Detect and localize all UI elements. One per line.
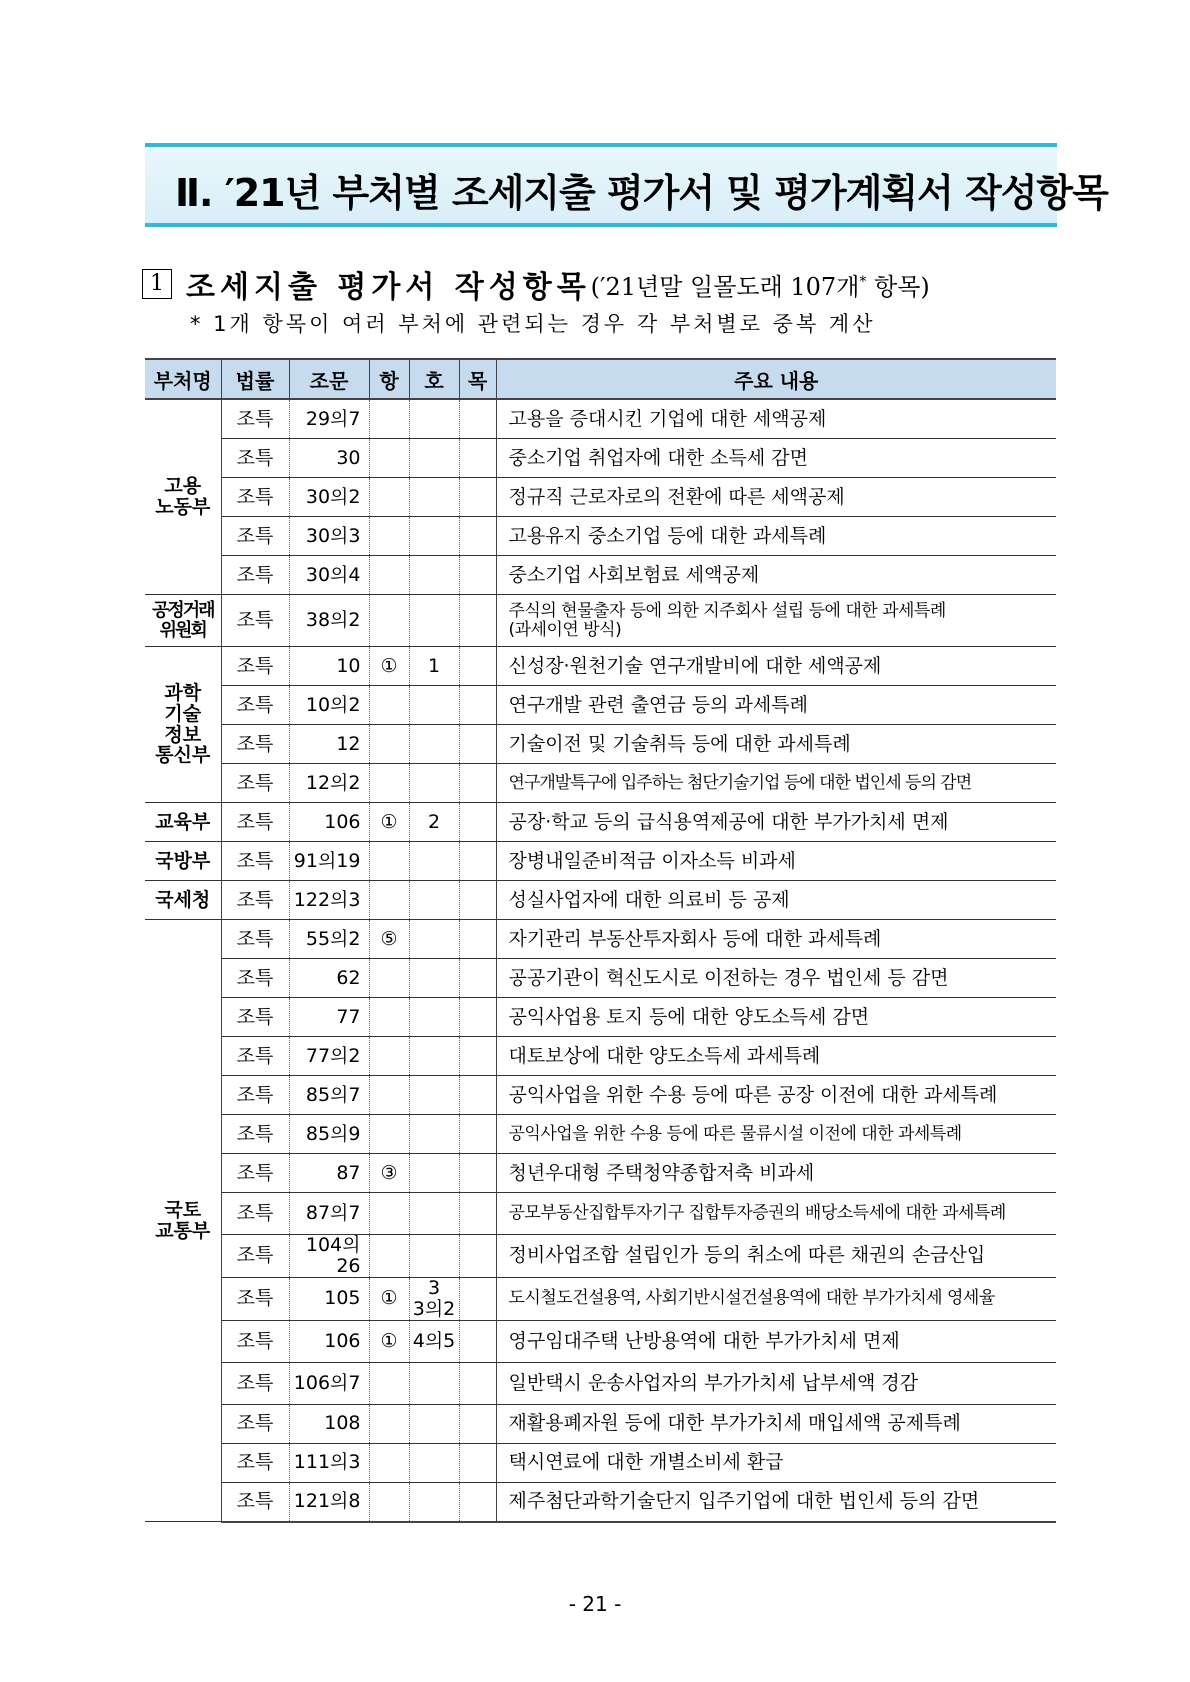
table-row bbox=[145, 595, 1056, 647]
agency-cell: 고용 노동부 bbox=[145, 399, 221, 595]
content-cell: 공공기관이 혁신도시로 이전하는 경우 법인세 등 감면 bbox=[496, 959, 1056, 998]
hang-cell bbox=[369, 1235, 409, 1278]
page-number: - 21 - bbox=[568, 1592, 622, 1616]
article-cell: 12 bbox=[289, 725, 369, 764]
mok-cell bbox=[459, 1037, 496, 1076]
content-cell: 도시철도건설용역, 사회기반시설건설용역에 대한 부가가치세 영세율 bbox=[496, 1277, 1056, 1320]
ho-cell bbox=[409, 1154, 459, 1193]
table-header-row bbox=[145, 359, 1056, 399]
mok-cell bbox=[459, 920, 496, 959]
law-cell: 조특 bbox=[221, 1362, 289, 1404]
hang-cell: ③ bbox=[369, 1154, 409, 1193]
agency-cell: 과학 기술 정보 통신부 bbox=[145, 647, 221, 803]
mok-cell bbox=[459, 1235, 496, 1278]
mok-cell bbox=[459, 1482, 496, 1522]
hang-cell bbox=[369, 1443, 409, 1482]
table-row bbox=[145, 842, 1056, 881]
article-cell: 104의26 bbox=[289, 1235, 369, 1278]
ho-cell bbox=[409, 595, 459, 647]
mok-cell bbox=[459, 517, 496, 556]
table-row bbox=[145, 803, 1056, 842]
ho-cell bbox=[409, 1235, 459, 1278]
header-ho: 호 bbox=[409, 359, 459, 399]
ho-cell bbox=[409, 998, 459, 1037]
article-cell: 30의2 bbox=[289, 478, 369, 517]
law-cell: 조특 bbox=[221, 647, 289, 686]
ho-cell bbox=[409, 556, 459, 595]
hang-cell: ⑤ bbox=[369, 920, 409, 959]
table-body bbox=[145, 399, 1056, 1522]
article-cell: 77 bbox=[289, 998, 369, 1037]
ho-cell bbox=[409, 1482, 459, 1522]
chapter-title: Ⅱ. ′21년 부처별 조세지출 평가서 및 평가계획서 작성항목 bbox=[175, 171, 1108, 215]
mok-cell bbox=[459, 842, 496, 881]
agency-cell: 국방부 bbox=[145, 842, 221, 881]
article-cell: 87 bbox=[289, 1154, 369, 1193]
section-note-prefix: (′21년말 일몰도래 107개 bbox=[590, 272, 860, 301]
mok-cell bbox=[459, 725, 496, 764]
header-article: 조문 bbox=[289, 359, 369, 399]
mok-cell bbox=[459, 1154, 496, 1193]
law-cell: 조특 bbox=[221, 517, 289, 556]
ho-cell: 4의5 bbox=[409, 1320, 459, 1362]
mok-cell bbox=[459, 478, 496, 517]
law-cell: 조특 bbox=[221, 1037, 289, 1076]
hang-cell bbox=[369, 959, 409, 998]
hang-cell bbox=[369, 1037, 409, 1076]
mok-cell bbox=[459, 803, 496, 842]
hang-cell bbox=[369, 556, 409, 595]
table-row bbox=[145, 439, 1056, 478]
article-cell: 85의7 bbox=[289, 1076, 369, 1115]
law-cell: 조특 bbox=[221, 556, 289, 595]
table-row bbox=[145, 725, 1056, 764]
header-content: 주요 내용 bbox=[496, 359, 1056, 399]
content-cell: 정비사업조합 설립인가 등의 취소에 따른 채권의 손금산입 bbox=[496, 1235, 1056, 1278]
law-cell: 조특 bbox=[221, 803, 289, 842]
table-row bbox=[145, 764, 1056, 803]
hang-cell: ① bbox=[369, 1277, 409, 1320]
article-cell: 77의2 bbox=[289, 1037, 369, 1076]
hang-cell bbox=[369, 1076, 409, 1115]
law-cell: 조특 bbox=[221, 399, 289, 439]
hang-cell bbox=[369, 764, 409, 803]
table-row bbox=[145, 1277, 1056, 1320]
mok-cell bbox=[459, 1193, 496, 1235]
table-row bbox=[145, 1320, 1056, 1362]
table-row bbox=[145, 686, 1056, 725]
agency-cell: 공정거래 위원회 bbox=[145, 595, 221, 647]
article-cell: 106의7 bbox=[289, 1362, 369, 1404]
content-cell: 공장·학교 등의 급식용역제공에 대한 부가가치세 면제 bbox=[496, 803, 1056, 842]
article-cell: 55의2 bbox=[289, 920, 369, 959]
chapter-header bbox=[145, 143, 1108, 227]
law-cell: 조특 bbox=[221, 998, 289, 1037]
table-row bbox=[145, 399, 1056, 439]
ho-cell bbox=[409, 842, 459, 881]
mok-cell bbox=[459, 1443, 496, 1482]
hang-cell: ① bbox=[369, 1320, 409, 1362]
hang-cell bbox=[369, 399, 409, 439]
table-row bbox=[145, 1115, 1056, 1154]
hang-cell bbox=[369, 1193, 409, 1235]
hang-cell bbox=[369, 595, 409, 647]
ho-cell bbox=[409, 959, 459, 998]
mok-cell bbox=[459, 1404, 496, 1443]
table-row bbox=[145, 1443, 1056, 1482]
law-cell: 조특 bbox=[221, 439, 289, 478]
content-cell: 공익사업을 위한 수용 등에 따른 공장 이전에 대한 과세특례 bbox=[496, 1076, 1056, 1115]
section-note-star: * bbox=[859, 273, 867, 290]
ho-cell bbox=[409, 881, 459, 920]
content-cell: 청년우대형 주택청약종합저축 비과세 bbox=[496, 1154, 1056, 1193]
table-row bbox=[145, 1076, 1056, 1115]
table-row bbox=[145, 1482, 1056, 1522]
footnote: * 1개 항목이 여러 부처에 관련되는 경우 각 부처별로 중복 계산 bbox=[190, 312, 876, 336]
hang-cell bbox=[369, 725, 409, 764]
law-cell: 조특 bbox=[221, 842, 289, 881]
mok-cell bbox=[459, 959, 496, 998]
article-cell: 30의3 bbox=[289, 517, 369, 556]
content-cell: 주식의 현물출자 등에 의한 지주회사 설립 등에 대한 과세특례 (과세이연 방식) bbox=[496, 595, 1056, 647]
table-row bbox=[145, 1037, 1056, 1076]
content-cell: 신성장·원천기술 연구개발비에 대한 세액공제 bbox=[496, 647, 1056, 686]
ho-cell bbox=[409, 686, 459, 725]
content-cell: 일반택시 운송사업자의 부가가치세 납부세액 경감 bbox=[496, 1362, 1056, 1404]
mok-cell bbox=[459, 1115, 496, 1154]
hang-cell bbox=[369, 998, 409, 1037]
header-law: 법률 bbox=[221, 359, 289, 399]
content-cell: 중소기업 사회보험료 세액공제 bbox=[496, 556, 1056, 595]
section-number: 1 bbox=[142, 269, 172, 299]
ho-cell bbox=[409, 1362, 459, 1404]
ho-cell: 3 3의2 bbox=[409, 1277, 459, 1320]
content-cell: 연구개발 관련 출연금 등의 과세특례 bbox=[496, 686, 1056, 725]
article-cell: 10 bbox=[289, 647, 369, 686]
law-cell: 조특 bbox=[221, 1115, 289, 1154]
mok-cell bbox=[459, 764, 496, 803]
mok-cell bbox=[459, 595, 496, 647]
law-cell: 조특 bbox=[221, 959, 289, 998]
ho-cell bbox=[409, 1443, 459, 1482]
law-cell: 조특 bbox=[221, 595, 289, 647]
table-row bbox=[145, 1154, 1056, 1193]
law-cell: 조특 bbox=[221, 1154, 289, 1193]
article-cell: 91의19 bbox=[289, 842, 369, 881]
header-agency: 부처명 bbox=[145, 359, 221, 399]
mok-cell bbox=[459, 998, 496, 1037]
hang-cell bbox=[369, 1482, 409, 1522]
ho-cell bbox=[409, 439, 459, 478]
article-cell: 12의2 bbox=[289, 764, 369, 803]
content-cell: 제주첨단과학기술단지 입주기업에 대한 법인세 등의 감면 bbox=[496, 1482, 1056, 1522]
law-cell: 조특 bbox=[221, 686, 289, 725]
header-mok: 목 bbox=[459, 359, 496, 399]
agency-cell: 교육부 bbox=[145, 803, 221, 842]
hang-cell bbox=[369, 1404, 409, 1443]
mok-cell bbox=[459, 1277, 496, 1320]
table-row bbox=[145, 556, 1056, 595]
article-cell: 30 bbox=[289, 439, 369, 478]
content-cell: 택시연료에 대한 개별소비세 환급 bbox=[496, 1443, 1056, 1482]
article-cell: 85의9 bbox=[289, 1115, 369, 1154]
table-row bbox=[145, 920, 1056, 959]
law-cell: 조특 bbox=[221, 764, 289, 803]
law-cell: 조특 bbox=[221, 1320, 289, 1362]
table-row bbox=[145, 1404, 1056, 1443]
mok-cell bbox=[459, 686, 496, 725]
table-row bbox=[145, 998, 1056, 1037]
table-row bbox=[145, 1193, 1056, 1235]
mok-cell bbox=[459, 399, 496, 439]
article-cell: 111의3 bbox=[289, 1443, 369, 1482]
article-cell: 105 bbox=[289, 1277, 369, 1320]
law-cell: 조특 bbox=[221, 1193, 289, 1235]
mok-cell bbox=[459, 1362, 496, 1404]
law-cell: 조특 bbox=[221, 1443, 289, 1482]
content-cell: 재활용폐자원 등에 대한 부가가치세 매입세액 공제특례 bbox=[496, 1404, 1056, 1443]
article-cell: 108 bbox=[289, 1404, 369, 1443]
mok-cell bbox=[459, 1076, 496, 1115]
content-cell: 영구임대주택 난방용역에 대한 부가가치세 면제 bbox=[496, 1320, 1056, 1362]
law-cell: 조특 bbox=[221, 478, 289, 517]
ho-cell bbox=[409, 1404, 459, 1443]
content-cell: 고용을 증대시킨 기업에 대한 세액공제 bbox=[496, 399, 1056, 439]
mok-cell bbox=[459, 881, 496, 920]
table-row bbox=[145, 959, 1056, 998]
hang-cell bbox=[369, 1115, 409, 1154]
ho-cell bbox=[409, 1037, 459, 1076]
section-title: 조세지출 평가서 작성항목 bbox=[186, 270, 591, 305]
hang-cell bbox=[369, 842, 409, 881]
article-cell: 62 bbox=[289, 959, 369, 998]
content-cell: 공모부동산집합투자기구 집합투자증권의 배당소득세에 대한 과세특례 bbox=[496, 1193, 1056, 1235]
table-row bbox=[145, 647, 1056, 686]
ho-cell bbox=[409, 399, 459, 439]
law-cell: 조특 bbox=[221, 1235, 289, 1278]
article-cell: 121의8 bbox=[289, 1482, 369, 1522]
ho-cell bbox=[409, 1193, 459, 1235]
law-cell: 조특 bbox=[221, 1277, 289, 1320]
content-cell: 성실사업자에 대한 의료비 등 공제 bbox=[496, 881, 1056, 920]
hang-cell bbox=[369, 478, 409, 517]
hang-cell bbox=[369, 439, 409, 478]
ho-cell: 1 bbox=[409, 647, 459, 686]
table-row bbox=[145, 478, 1056, 517]
table-row bbox=[145, 881, 1056, 920]
ho-cell bbox=[409, 920, 459, 959]
ho-cell bbox=[409, 725, 459, 764]
article-cell: 106 bbox=[289, 803, 369, 842]
content-cell: 공익사업을 위한 수용 등에 따른 물류시설 이전에 대한 과세특례 bbox=[496, 1115, 1056, 1154]
content-cell: 기술이전 및 기술취득 등에 대한 과세특례 bbox=[496, 725, 1056, 764]
article-cell: 106 bbox=[289, 1320, 369, 1362]
section-note bbox=[591, 273, 930, 301]
article-cell: 38의2 bbox=[289, 595, 369, 647]
article-cell: 10의2 bbox=[289, 686, 369, 725]
header-hang: 항 bbox=[369, 359, 409, 399]
ho-cell bbox=[409, 764, 459, 803]
content-cell: 정규직 근로자로의 전환에 따른 세액공제 bbox=[496, 478, 1056, 517]
hang-cell: ① bbox=[369, 647, 409, 686]
law-cell: 조특 bbox=[221, 1076, 289, 1115]
content-cell: 공익사업용 토지 등에 대한 양도소득세 감면 bbox=[496, 998, 1056, 1037]
article-cell: 30의4 bbox=[289, 556, 369, 595]
content-cell: 대토보상에 대한 양도소득세 과세특례 bbox=[496, 1037, 1056, 1076]
law-cell: 조특 bbox=[221, 1404, 289, 1443]
table-row bbox=[145, 517, 1056, 556]
mok-cell bbox=[459, 647, 496, 686]
law-cell: 조특 bbox=[221, 1482, 289, 1522]
agency-cell: 국토 교통부 bbox=[145, 920, 221, 1522]
hang-cell: ① bbox=[369, 803, 409, 842]
mok-cell bbox=[459, 556, 496, 595]
table-row bbox=[145, 1362, 1056, 1404]
ho-cell bbox=[409, 478, 459, 517]
law-cell: 조특 bbox=[221, 725, 289, 764]
hang-cell bbox=[369, 1362, 409, 1404]
law-cell: 조특 bbox=[221, 920, 289, 959]
law-cell: 조특 bbox=[221, 881, 289, 920]
article-cell: 122의3 bbox=[289, 881, 369, 920]
content-cell: 연구개발특구에 입주하는 첨단기술기업 등에 대한 법인세 등의 감면 bbox=[496, 764, 1056, 803]
content-cell: 고용유지 중소기업 등에 대한 과세특례 bbox=[496, 517, 1056, 556]
mok-cell bbox=[459, 1320, 496, 1362]
hang-cell bbox=[369, 686, 409, 725]
content-cell: 자기관리 부동산투자회사 등에 대한 과세특례 bbox=[496, 920, 1056, 959]
ho-cell bbox=[409, 517, 459, 556]
content-cell: 중소기업 취업자에 대한 소득세 감면 bbox=[496, 439, 1056, 478]
hang-cell bbox=[369, 517, 409, 556]
table-row bbox=[145, 1235, 1056, 1278]
hang-cell bbox=[369, 881, 409, 920]
ho-cell bbox=[409, 1076, 459, 1115]
ho-cell bbox=[409, 1115, 459, 1154]
section-note-suffix: 항목) bbox=[866, 272, 930, 301]
section-heading bbox=[142, 262, 930, 305]
agency-cell: 국세청 bbox=[145, 881, 221, 920]
content-cell: 장병내일준비적금 이자소득 비과세 bbox=[496, 842, 1056, 881]
tax-expenditure-table bbox=[145, 358, 1056, 1523]
mok-cell bbox=[459, 439, 496, 478]
ho-cell: 2 bbox=[409, 803, 459, 842]
article-cell: 87의7 bbox=[289, 1193, 369, 1235]
article-cell: 29의7 bbox=[289, 399, 369, 439]
